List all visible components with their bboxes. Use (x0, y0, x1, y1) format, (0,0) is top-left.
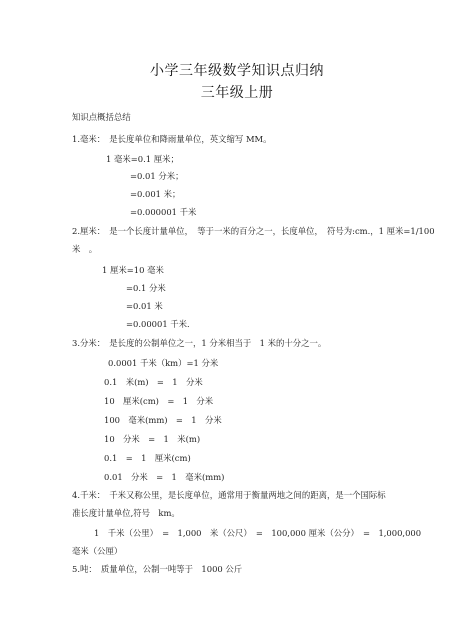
text-line: 100 毫米(mm) = 1 分米 (104, 415, 222, 425)
text-line: 2.厘米： 是一个长度计量单位， 等于一米的百分之一，长度单位， 符号为:cm.，1 厘米=1/100 (72, 226, 435, 236)
text-line: 10 分米 = 1 米(m) (104, 434, 201, 444)
text-line: =0.01 分米； (130, 171, 184, 181)
text-line: 0.1 = 1 厘米(cm) (104, 453, 191, 463)
text-line: 0.1 米(m) = 1 分米 (104, 377, 203, 387)
text-line: 3.分米： 是长度的公制单位之一，1 分米相当于 1 米的十分之一。 (72, 338, 327, 348)
text-line: =0.1 分米 (126, 283, 166, 293)
text-line: 准长度计量单位,符号 km。 (72, 508, 180, 518)
text-line: 1 千米（公里） = 1,000 米（公尺） = 100,000 厘米（公分） = 1,000,000 (94, 528, 422, 538)
text-line: 4.千米： 千米又称公里，是长度单位，通常用于衡量两地之间的距离，是一个国际标 (72, 490, 386, 500)
text-line: =0.001 米； (130, 189, 181, 199)
text-line: 10 厘米(cm) = 1 分米 (104, 396, 214, 406)
text-line: 0.01 分米 = 1 毫米(mm) (104, 472, 225, 482)
text-line: 米 。 (72, 244, 98, 254)
text-line: 毫米（公厘） (72, 546, 123, 556)
summary-heading: 知识点概括总结 (72, 112, 131, 122)
document-subtitle: 三年级上册 (200, 85, 274, 101)
text-line: 1 毫米=0.1 厘米； (106, 154, 179, 164)
text-line: =0.000001 千米 (130, 207, 197, 217)
text-line: =0.01 米 (126, 301, 163, 311)
text-line: 0.0001 千米（km）=1 分米 (108, 358, 219, 368)
text-line: =0.00001 千米． (126, 319, 196, 329)
text-line: 5.吨： 质量单位，公制一吨等于 1000 公斤 (72, 564, 243, 574)
text-line: 1 厘米=10 毫米 (102, 265, 164, 275)
document-title: 小学三年级数学知识点归纳 (150, 63, 324, 79)
text-line: 1.毫米： 是长度单位和降雨量单位，英文缩写 MM。 (72, 134, 272, 144)
